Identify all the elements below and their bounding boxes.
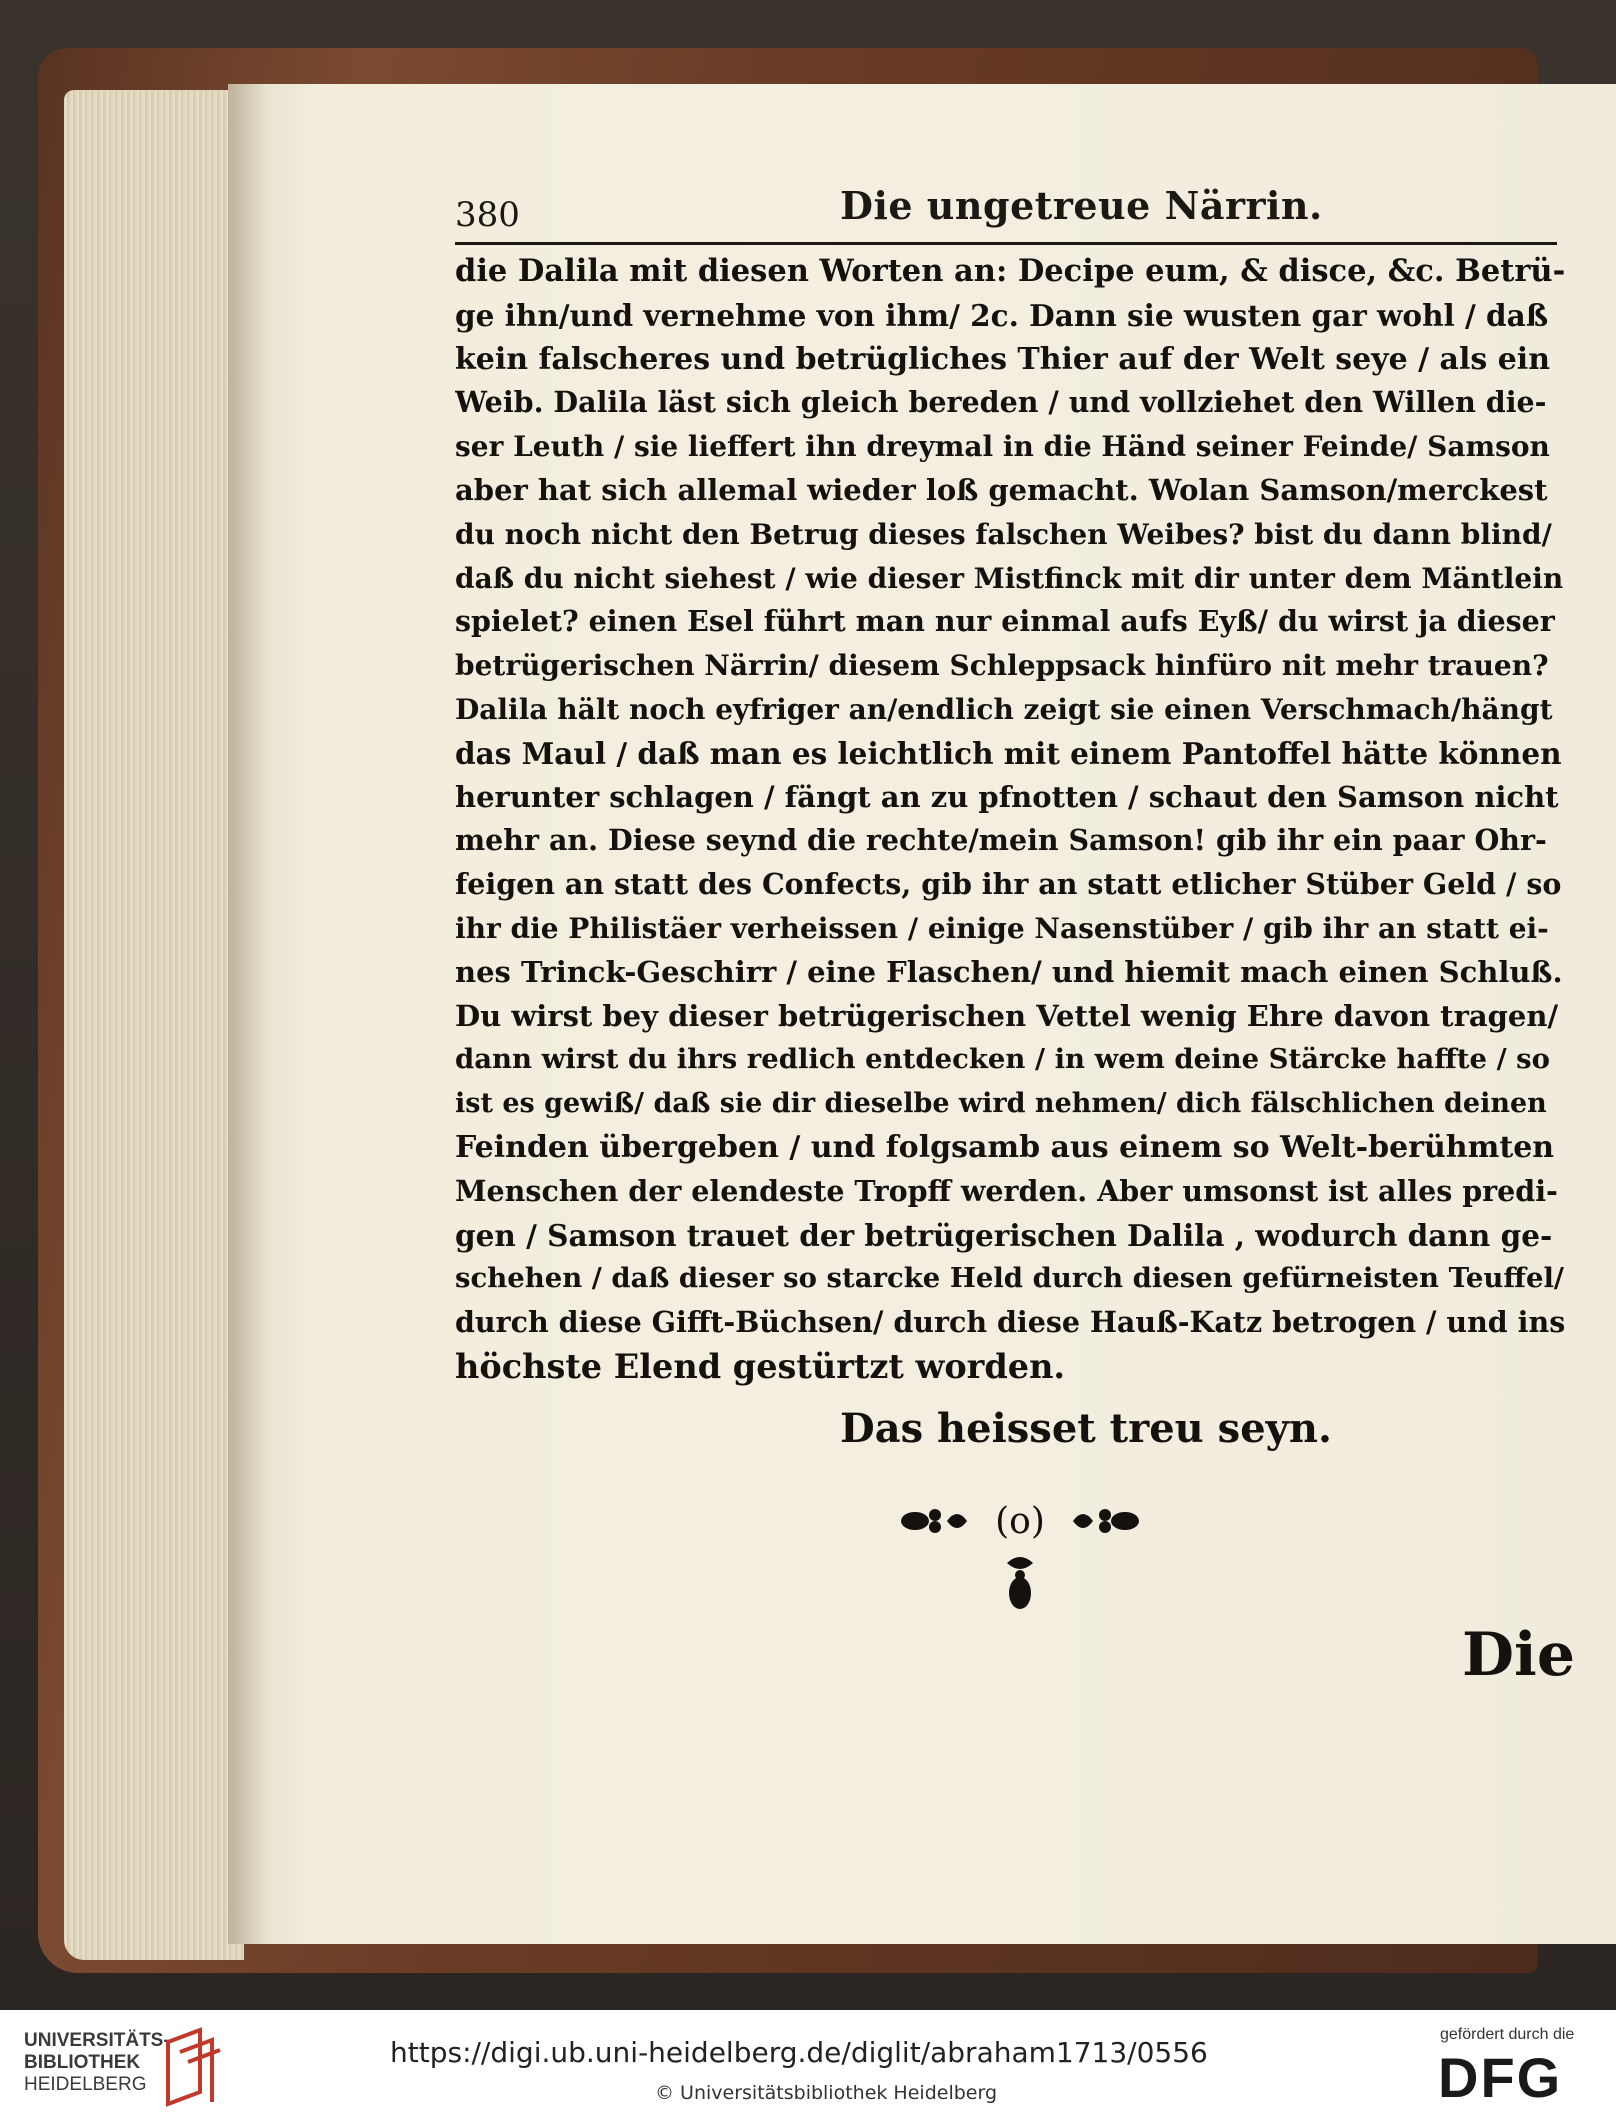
text-line: die Dalila mit diesen Worten an: Decipe eum, & disce, &c. Betrü- (455, 253, 1565, 289)
text-line: Menschen der elendeste Tropff werden. Aber umsonst ist alles predi- (455, 1173, 1558, 1208)
page-number: 380 (455, 195, 520, 235)
text-line: gen / Samson trauet der betrügerischen Dalila , wodurch dann ge- (455, 1217, 1553, 1253)
closing-line: Das heisset treu seyn. (840, 1405, 1332, 1452)
university-logo-icon (160, 2022, 226, 2112)
copyright-notice: © Universitätsbibliothek Heidelberg (655, 2082, 998, 2104)
page-gutter-shadow (228, 84, 268, 1944)
text-line: Du wirst bey dieser betrügerischen Vettel wenig Ehre davon tragen/ (455, 998, 1559, 1033)
text-line: dann wirst du ihrs redlich entdecken / in wem deine Stärcke haffte / so (455, 1043, 1551, 1076)
text-line: du noch nicht den Betrug dieses falschen Weibes? bist du dann blind/ (455, 517, 1552, 551)
text-line: nes Trinck-Geschirr / eine Flaschen/ und hiemit mach einen Schluß. (455, 954, 1563, 989)
page-edges (64, 90, 244, 1960)
body-text (455, 250, 1565, 1389)
text-line: durch diese Gifft-Büchsen/ durch diese Hauß-Katz betrogen / und ins (455, 1305, 1565, 1340)
text-line: Weib. Dalila läst sich gleich bereden / und vollziehet den Willen die- (455, 385, 1547, 420)
permalink-url[interactable]: https://digi.ub.uni-heidelberg.de/diglit/abraham1713/0556 (390, 2036, 1208, 2069)
text-line: daß du nicht siehest / wie dieser Mistfinck mit dir unter dem Mäntlein (455, 561, 1564, 595)
institution-line-1: UNIVERSITÄTS- (24, 2030, 170, 2051)
catchword: Die (1462, 1620, 1575, 1690)
university-library-name (24, 2030, 170, 2096)
text-line: aber hat sich allemal wieder loß gemacht. Wolan Samson/merckest (455, 472, 1548, 507)
text-line: ihr die Philistäer verheissen / einige Nasenstüber / gib ihr an statt ei- (455, 911, 1549, 945)
text-line: ge ihn/und vernehme von ihm/ 2c. Dann sie wusten gar wohl / daß (455, 297, 1549, 333)
text-line: betrügerischen Närrin/ diesem Schleppsack hinfüro nit mehr trauen? (455, 649, 1549, 683)
text-line: höchste Elend gestürtzt worden. (455, 1346, 1066, 1386)
text-line: das Maul / daß man es leichtlich mit einem Pantoffel hätte können (455, 735, 1562, 771)
text-line: schehen / daß dieser so starcke Held durch diesen gefürneisten Teuffel/ (455, 1262, 1564, 1295)
institution-line-3: HEIDELBERG (24, 2074, 147, 2095)
funding-label: gefördert durch die (1440, 2026, 1575, 2043)
text-line: herunter schlagen / fängt an zu pfnotten / schaut den Samson nicht (455, 779, 1559, 814)
text-line: mehr an. Diese seynd die rechte/mein Samson! gib ihr ein paar Ohr- (455, 823, 1547, 858)
text-line: spielet? einen Esel führt man nur einmal aufs Eyß/ du wirst ja dieser (455, 604, 1555, 639)
ornament-text: (o) (995, 1501, 1045, 1542)
header-rule (455, 242, 1557, 245)
fleuron-ornament-icon (895, 1493, 1145, 1633)
dfg-logo: DFG (1438, 2046, 1563, 2109)
running-head: Die ungetreue Närrin. (840, 183, 1323, 228)
text-line: Feinden übergeben / und folgsamb aus einem so Welt-berühmten (455, 1129, 1555, 1165)
text-line: ser Leuth / sie lieffert ihn dreymal in die Händ seiner Feinde/ Samson (455, 430, 1550, 464)
text-line: Dalila hält noch eyfriger an/endlich zeigt sie einen Verschmach/hängt (455, 692, 1553, 726)
text-line: feigen an statt des Confects, gib ihr an statt etlicher Stüber Geld / so (455, 867, 1562, 902)
text-line: ist es gewiß/ daß sie dir dieselbe wird nehmen/ dich fälschlichen deinen (455, 1088, 1547, 1120)
text-line: kein falscheres und betrügliches Thier auf der Welt seye / als ein (455, 341, 1551, 377)
institution-line-2: BIBLIOTHEK (24, 2052, 141, 2073)
